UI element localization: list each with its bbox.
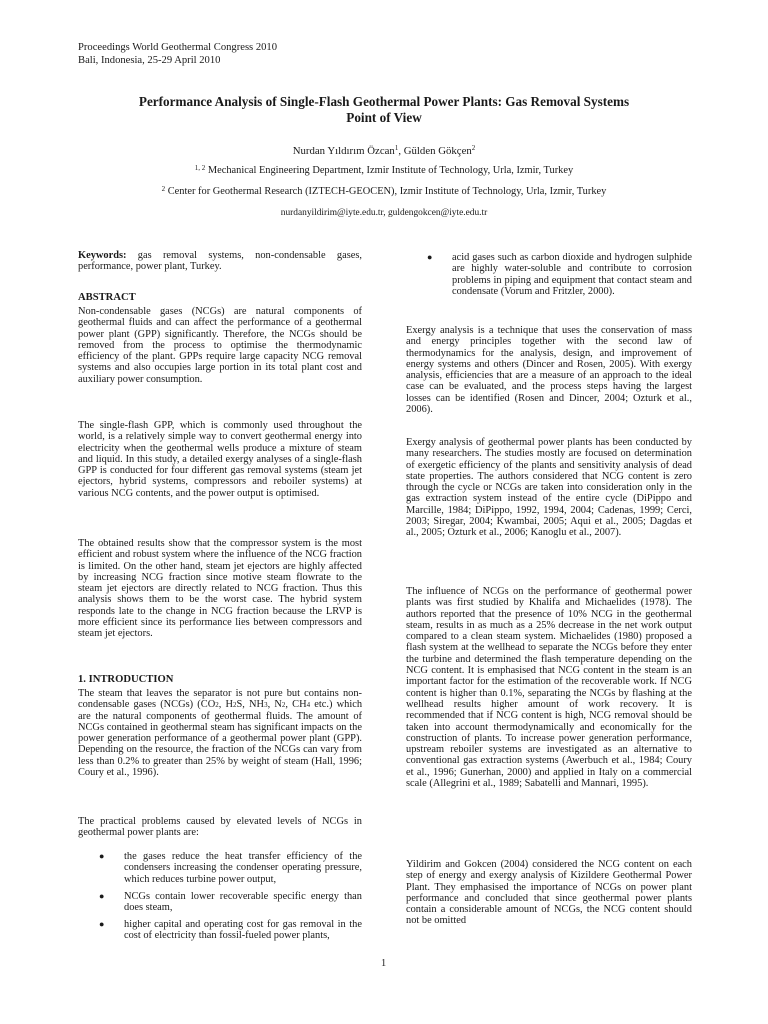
bullet-dot-icon: ● <box>99 919 105 929</box>
affiliation-2-mark: 2 <box>161 185 166 193</box>
right-paragraph-2-text: Exergy analysis of geothermal power plants has been conducted by many researchers. The studies mostly are focused on determination of exergetic efficiency of the plants and sensitivity analysis of dead state properties. The authors considered that NCG content is zero through the cycle or NCGs are taken into consideration only in the gas extraction system instead of the entire cycle (DiPippo and Marcille, 1984; DiPippo, 1992, 1994, 2004; Cadenas, 1999; Cerci, 2003; Siregar, 2004; Kwambai, 2005; Aqui et al., 2005; Dagdas et al., 2005; Ozturk et al., 2006; Kanoglu et al., 2007). <box>406 437 692 539</box>
introduction-paragraph-2-text: The practical problems caused by elevated levels of NCGs in geothermal power plants are: <box>78 816 362 839</box>
author-1: Nurdan Yıldırım Özcan <box>292 145 395 157</box>
subscript: 4 <box>306 701 311 710</box>
paper-title <box>78 94 690 126</box>
page-number: 1 <box>381 958 387 969</box>
title-line-2: Point of View <box>346 110 422 125</box>
introduction-paragraph-2 <box>78 816 362 839</box>
intro-p1-part: , CH <box>285 699 307 711</box>
abstract-paragraph-1 <box>78 306 362 385</box>
intro-p1-part: S, NH <box>236 699 265 711</box>
introduction-paragraph-1 <box>78 688 362 778</box>
right-paragraph-4 <box>406 859 692 927</box>
author-list <box>78 145 690 157</box>
right-paragraph-4-text: Yildirim and Gokcen (2004) considered the NCG content on each step of energy and exergy analysis of Kizildere Geothermal Power Plant. They emphasised the importance of NCGs on power plant performance and concluded that since geothermal power plants contain a considerable amount of NCGs, the NCG content should not be omitted <box>406 859 692 927</box>
abstract-heading: ABSTRACT <box>78 292 136 303</box>
affiliation-1 <box>78 165 690 176</box>
affiliation-2-text: Center for Geothermal Research (IZTECH-GEOCEN), Izmir Institute of Technology, Urla, Izmir, Turkey <box>165 186 607 197</box>
subscript: 2 <box>281 701 286 710</box>
affiliation-1-text: Mechanical Engineering Department, Izmir Institute of Technology, Urla, Izmir, Turkey <box>205 165 574 176</box>
subscript: 3 <box>264 701 268 710</box>
keywords-text: gas removal systems, non-condensable gases, performance, power plant, Turkey. <box>78 250 362 273</box>
bullet-dot-icon: ● <box>99 851 105 861</box>
intro-p1-part: etc.) which are the natural components of geothermal fluids. The amount of NCGs contained in geothermal steam has significant impacts on the power generation performance of a geothermal power plant (GPP). Depending on the resource, the fraction of the NCGs can vary from less than 0.2% to greater than 25% by weight of steam (Hall, 1996; Coury et al., 1996). <box>78 699 363 779</box>
bullet-text: the gases reduce the heat transfer efficiency of the condensers increasing the condenser operating pressure, which reduces turbine power output, <box>124 851 362 885</box>
abstract-paragraph-1-text: Non-condensable gases (NCGs) are natural components of geothermal fluids and can affect the performance of a geothermal power plant (GPP) significantly. Therefore, the NCGs should be removed from the process to optimise the thermodynamic efficiency of the plant. GPPs require large capacity NCG removal systems and also occupies large portion in its total plant cost and auxiliary power consumption. <box>78 306 362 385</box>
author-emails: nurdanyildirim@iyte.edu.tr, guldengokcen@iyte.edu.tr <box>280 208 488 218</box>
proceedings-header <box>78 42 277 67</box>
author-2-affiliation-mark: 2 <box>471 144 476 152</box>
bullet-dot-icon: ● <box>99 891 105 901</box>
author-2: , Gülden Gökçen <box>398 145 472 157</box>
abstract-paragraph-3-text: The obtained results show that the compressor system is the most efficient and robust system where the influence of the NCG fraction is limited. On the other hand, steam jet ejectors are highly affected by increasing NCG fraction since motive steam flowrate to the steam jet ejectors are directly related to NCG fraction. Thus this analysis shows them to be the worst case. The hybrid system responds late to the change in NCG fraction because the LRVP is more efficient since its performance lies between compressors and steam jet ejectors. <box>78 538 362 640</box>
subscript: 2 <box>233 701 237 710</box>
introduction-heading: 1. INTRODUCTION <box>78 674 174 685</box>
right-paragraph-3-text: The influence of NCGs on the performance of geothermal power plants was first studied by Khalifa and Michaelides (1978). The authors reported that the presence of 10% NCG in the geothermal steam, results in as much as a 25% decrease in the net work output compared to a clean steam system. Michaelides (1980) proposed a flash system at the wellhead to separate the NCGs before they enter the turbine and determined the flash temperature depending on the NCG content. It is emphasised that NCG content in the steam is an important factor for the estimation of the recoverable work. If NCG content is higher than 0.1%, separating the NCGs by flashing at the wellhead results higher amount of work recovery. It is recommended that if NCG content is high, NCG removal should be taken into account thermodynamically and economically for the construction of plants. To increase power generation performance, upstream reboiler systems are investigated as an alternative to conventional gas extraction systems (Awerbuch et al., 1984; Coury et al., 1996; Gunerhan, 2000) and applied in Italy on a commercial scale (Allegrini et al., 1989; Sabatelli and Mannari, 1995). <box>406 586 692 790</box>
affiliation-2 <box>78 186 690 197</box>
bullet-dot-icon: ● <box>427 252 433 262</box>
keywords-label: Keywords: <box>78 250 127 261</box>
right-paragraph-1 <box>406 325 692 415</box>
right-paragraph-2 <box>406 437 692 539</box>
right-paragraph-1-text: Exergy analysis is a technique that uses the conservation of mass and energy principles together with the second law of thermodynamics for the analysis, design, and improvement of energy systems and others (Dincer and Rosen, 2005). With exergy analysis, efficiencies that are a measure of an approach to the ideal case can be evaluated, and the process steps having the largest losses can be identified (Rosen and Dincer, 2004; Ozturk et al., 2006). <box>406 325 692 416</box>
subscript: 2 <box>215 701 219 710</box>
abstract-paragraph-2-text: The single-flash GPP, which is commonly used throughout the world, is a relatively simple way to convert geothermal energy into electricity when the geothermal wells produce a mixture of steam and liquid. In this study, a detailed exergy analyses of a single-flash GPP is conducted for four different gas removal systems (steam jet ejectors, hybrid systems, compressors and reboiler systems) at various NCG contents, and the power output is optimised. <box>78 420 362 499</box>
author-1-affiliation-mark: 1 <box>394 144 399 152</box>
proceedings-location-date: Bali, Indonesia, 25-29 April 2010 <box>78 54 221 66</box>
title-line-1: Performance Analysis of Single-Flash Geothermal Power Plants: Gas Removal Systems <box>138 94 630 109</box>
intro-p1-part: , H <box>218 699 233 711</box>
right-paragraph-3 <box>406 586 692 789</box>
bullet-text: NCGs contain lower recoverable specific energy than does steam, <box>124 891 362 914</box>
bullet-text: higher capital and operating cost for gas removal in the cost of electricity than fossil-fueled power plants, <box>124 919 362 942</box>
abstract-paragraph-3 <box>78 538 362 640</box>
intro-p1-part: , N <box>267 699 282 711</box>
keywords <box>78 250 362 273</box>
affiliation-1-mark: 1, 2 <box>194 164 206 172</box>
intro-p1-part: The steam that leaves the separator is not pure but contains non-condensable gases (NCGs) (CO <box>78 688 362 711</box>
proceedings-name: Proceedings World Geothermal Congress 2010 <box>78 42 278 53</box>
bullet-text: acid gases such as carbon dioxide and hydrogen sulphide are highly water-soluble and contribute to corrosion problems in piping and equipment that contact steam and condensate (Vorum and Fritzler, 2000). <box>452 252 692 297</box>
abstract-paragraph-2 <box>78 420 362 499</box>
